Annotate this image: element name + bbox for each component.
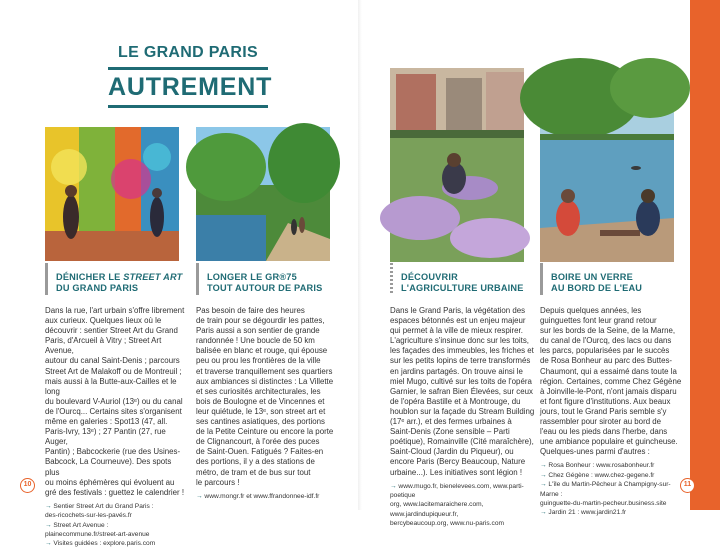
caption-text-part: LONGER LE GR®75 [207, 272, 297, 282]
caption-agriculture [390, 263, 524, 295]
body-lines [45, 306, 187, 498]
text-line: poétique), Romainville (Cité maraîchère), [390, 437, 534, 447]
text-line: ou moins éphémères qui évoluent au [45, 477, 175, 487]
text-line: → L'île du Martin-Pêcheur à Champigny-sur-Marne : [540, 481, 671, 498]
text-line: Chaumont, qui a essaimé dans toute la [540, 366, 677, 376]
text-line: Street Art de Malakoff ou de Montreuil ; [45, 366, 182, 376]
text-line: Paris aussi a son sentier de grande [196, 326, 320, 336]
text-line: balisée en blanc et rouge, qui épouse [196, 346, 328, 356]
text-line: Pantin) ; Babcockerie (rue des Usines- [45, 447, 181, 457]
text-line: du canal de l'Ourcq, des lacs ou dans [540, 336, 672, 346]
text-line: Dans la rue, l'art urbain s'offre librement [45, 306, 185, 315]
photo-guinguette [540, 68, 674, 262]
text-line: de l'Ourcq... Certains sites s'organisent [45, 406, 182, 416]
title-rule [108, 105, 268, 108]
text-line: gré des festivals : guettez le calendrier ! [45, 487, 185, 497]
text-line: autour du canal Saint-Denis ; parcours [45, 356, 180, 366]
text-line: → www.mugo.fr, bienelevees.com, www.parti-poetique [390, 482, 524, 499]
text-line: → Chez Gégène : www.chez-gegene.fr [540, 471, 655, 479]
text-line: → Sentier Street Art du Grand Paris : [45, 502, 154, 510]
caption-guinguette [540, 263, 642, 295]
caption-text-part: STREET ART [123, 272, 183, 282]
text-line: encore Paris (Bercy Beaucoup, Nature [390, 457, 526, 467]
caption-text-part: TOUT AUTOUR DE PARIS [207, 283, 323, 293]
text-line: leur quiétude, le 13ᵉ, son street art et [196, 406, 326, 416]
caption-bar [45, 263, 48, 295]
caption-street-art [45, 263, 182, 295]
text-line: de l'opéra Bastille et à Montrouge, du [390, 396, 521, 406]
text-line: mais aussi à la Butte-aux-Cailles et le long [45, 376, 177, 396]
caption-text-part: DÉCOUVRIR [401, 272, 458, 282]
text-line: Pas besoin de faire des heures [196, 306, 305, 315]
text-line: bois de Boulogne et de Vincennes et [196, 396, 325, 406]
text-line: sur les petits lopins de terre transformés [390, 356, 531, 366]
text-line: miel Mugo, cultivé sur les toits de l'opéra [390, 376, 532, 386]
links-guinguette [540, 461, 686, 517]
body-street-art [45, 306, 187, 549]
text-line: sur les bords de la Seine, de la Marne, [540, 326, 676, 336]
page-number-right: 11 [680, 478, 695, 493]
links-agriculture [390, 482, 536, 529]
text-line: de Rosa Bonheur au parc des Buttes- [540, 356, 673, 366]
body-guinguette [540, 306, 686, 518]
text-line: aux curieux. Quelques lieux où le [45, 316, 162, 326]
text-line: des-ricochets-sur-les-pavés.fr [45, 512, 132, 520]
text-line: Paris-Ivry, 13ᵉ) ; 27 Pantin (27, rue Auger, [45, 427, 166, 447]
text-line: Garnier, le safran Bien Élevées, sur ceux [390, 386, 533, 396]
title-line-1: LE GRAND PARIS [118, 44, 258, 61]
text-line: urbaine...). Les initiatives sont légion ! [390, 467, 523, 477]
text-line: plainecommune.fr/street-art-avenue [45, 531, 150, 538]
text-line: de Clignancourt, à l'orée des puces [196, 437, 320, 447]
caption-text-part: DÉNICHER LE [56, 272, 121, 282]
body-gr75 [196, 306, 338, 501]
text-line: de train pour se dégourdir les pattes, [196, 316, 325, 326]
text-line: région. Certaines, comme Chez Gégène [540, 376, 682, 386]
text-line: guinguette-du-martin-pecheur.business.site [540, 500, 667, 508]
orange-edge-band [690, 0, 720, 510]
caption-text-part: BOIRE UN VERRE [551, 272, 633, 282]
page-title [108, 44, 273, 108]
text-line: et traverse tranquillement ses quartiers [196, 366, 333, 376]
body-lines [196, 306, 338, 488]
title-line-2: AUTREMENT [108, 73, 273, 101]
text-line: ses cantines asiatiques, des portions [196, 417, 325, 427]
text-line: l'eau ou les pieds dans l'herbe, dans [540, 427, 668, 437]
body-lines [390, 306, 536, 478]
links-gr75 [196, 492, 338, 501]
text-line: en jardins partagés. On trouve ainsi le [390, 366, 523, 376]
text-line: Saint-Cloud (Jardin du Piqueur), ou [390, 447, 514, 457]
text-line: espaces bétonnés est un enjeu majeur [390, 316, 526, 326]
text-line: → Jardin 21 : www.jardin21.fr [540, 509, 627, 517]
text-line: rassembler pour siroter au bord de [540, 417, 662, 427]
text-line: métro, de tram et de bus sur tout [196, 467, 311, 477]
text-line: bercybeaucoup.org, www.nu-paris.com [390, 520, 504, 528]
text-line: du boulevard V-Auriol (13ᵉ) ou du canal [45, 396, 183, 406]
text-line: et font figure d'institutions. Aux beaux [540, 396, 671, 406]
text-line: houblon sur la façade du Stream Building [390, 406, 535, 416]
caption-bar [196, 263, 199, 295]
text-line: Saint-Denis (Zone sensible – Parti [390, 427, 510, 437]
page-gutter [358, 0, 362, 510]
text-line: jours, tout le Grand Paris semble s'y [540, 406, 667, 416]
text-line: guinguettes font leur grand retour [540, 316, 657, 326]
text-line: de la Petite Ceinture ou encore la porte [196, 427, 334, 437]
text-line: des portions, il y a des stations de [196, 457, 315, 467]
text-line: même en galeries : Spot13 (47, all. [45, 417, 168, 427]
caption-bar [540, 263, 543, 295]
caption-text-part: L'AGRICULTURE URBAINE [401, 283, 524, 293]
text-line: Depuis quelques années, les [540, 306, 642, 315]
text-line: aux ambiances si distinctes : La Villette [196, 376, 334, 386]
text-line: de Saint-Ouen. Fatigués ? Faites-en [196, 447, 324, 457]
text-line: → Street Art Avenue : [45, 521, 109, 529]
text-line: → Visites guidées : explore.paris.com [45, 540, 156, 548]
text-line: → www.mongr.fr et www.ffrandonnee-idf.fr [196, 492, 320, 500]
text-line: Dans le Grand Paris, la végétation des [390, 306, 526, 315]
caption-bar [390, 263, 393, 295]
text-line: org, www.lacitemaraichere.com, www.jardindupiqueur.fr, [390, 501, 484, 518]
title-rule [108, 67, 268, 70]
text-line: randonnée ! Une boucle de 50 km [196, 336, 315, 346]
text-line: et ses curiosités architecturales, les [196, 386, 321, 396]
caption-text-part: DU GRAND PARIS [56, 283, 139, 293]
text-line: Babcock, La Courneuve). Des spots plus [45, 457, 172, 477]
text-line: découvrir : sentier Street Art du Grand [45, 326, 178, 336]
text-line: le parcours ! [196, 477, 240, 487]
body-agriculture [390, 306, 536, 529]
body-lines [540, 306, 686, 457]
caption-gr75 [196, 263, 322, 295]
photo-street-art [45, 127, 179, 261]
photo-urban-agriculture [390, 68, 524, 262]
text-line: les façades des immeubles, les friches et [390, 346, 534, 356]
photo-gr75-path [196, 127, 330, 261]
text-line: L'agriculture s'insinue donc sur les toits, [390, 336, 529, 346]
text-line: (17ᵉ arr.), et des fermes urbaines à [390, 417, 512, 427]
text-line: → Rosa Bonheur : www.rosabonheur.fr [540, 462, 655, 470]
text-line: les parcs, popularisées par le succès [540, 346, 670, 356]
text-line: une ambiance populaire et guincheuse. [540, 437, 678, 447]
page-number-left: 10 [20, 478, 35, 493]
links-street-art [45, 502, 187, 549]
text-line: qui permet à la ville de mieux respirer. [390, 326, 523, 336]
text-line: Quelques-unes parmi d'autres : [540, 447, 650, 457]
text-line: à Joinville-le-Pont, n'ont jamais disparu [540, 386, 677, 396]
caption-text-part: AU BORD DE L'EAU [551, 283, 643, 293]
text-line: peu ou prou les frontières de la ville [196, 356, 321, 366]
text-line: Paris, d'Arcueil à Vitry ; Street Art Avenue, [45, 336, 162, 356]
